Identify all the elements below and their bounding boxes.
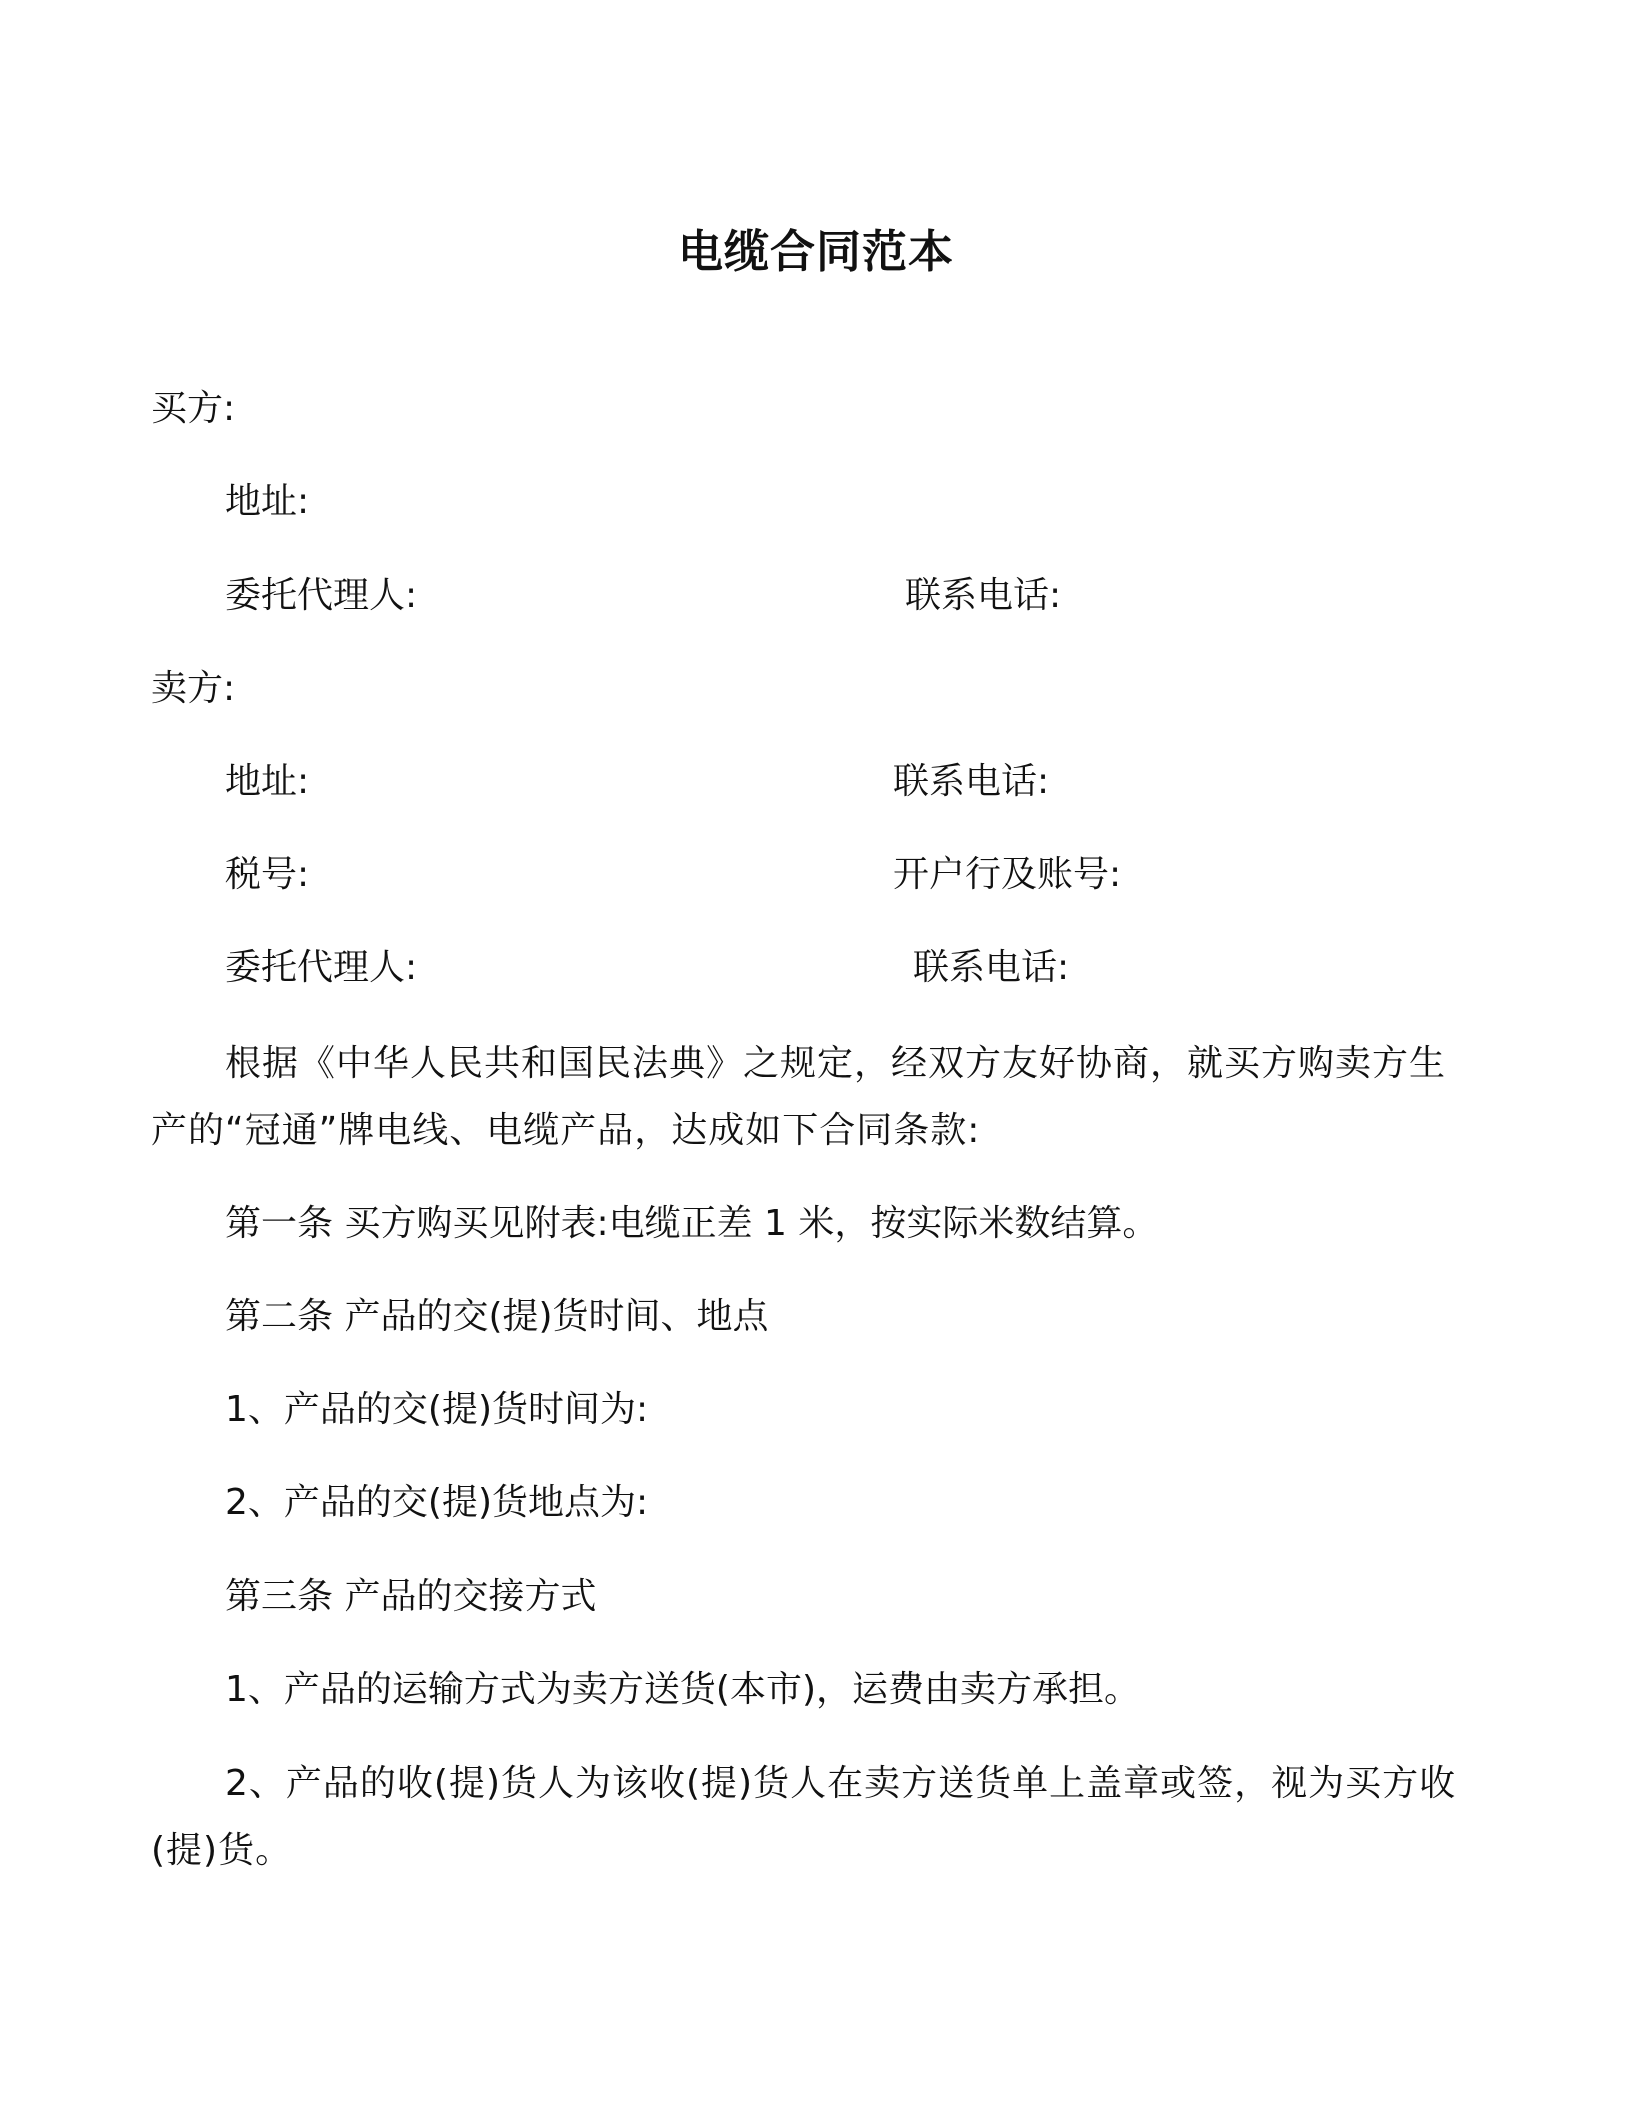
article-1: 第一条 买方购买见附表:电缆正差 1 米，按实际米数结算。 bbox=[225, 1203, 1159, 1244]
seller-agent: 委托代理人: bbox=[225, 947, 418, 988]
article-2-heading: 第二条 产品的交(提)货时间、地点 bbox=[225, 1296, 769, 1337]
intro-paragraph: 根据《中华人民共和国民法典》之规定，经双方友好协商，就买方购卖方生产的“冠通”牌电线、电缆产品，达成如下合同条款: bbox=[151, 1043, 1447, 1151]
seller-agent-phone: 联系电话: bbox=[913, 947, 1070, 988]
document-title: 电缆合同范本 bbox=[677, 225, 954, 278]
article-2-item-2: 2、产品的交(提)货地点为: bbox=[225, 1482, 649, 1523]
buyer-label: 买方: bbox=[151, 388, 236, 429]
buyer-agent: 委托代理人: bbox=[225, 575, 418, 616]
seller-address: 地址: bbox=[225, 761, 310, 802]
seller-bank-account: 开户行及账号: bbox=[893, 854, 1122, 895]
seller-phone: 联系电话: bbox=[893, 761, 1050, 802]
article-2-item-1: 1、产品的交(提)货时间为: bbox=[225, 1389, 649, 1430]
article-3-item-2: 2、产品的收(提)货人为该收(提)货人在卖方送货单上盖章或签，视为买方收(提)货。 bbox=[151, 1763, 1457, 1871]
seller-label: 卖方: bbox=[151, 668, 236, 709]
article-3-heading: 第三条 产品的交接方式 bbox=[225, 1576, 597, 1617]
buyer-address: 地址: bbox=[225, 481, 310, 522]
seller-tax-number: 税号: bbox=[225, 854, 310, 895]
buyer-phone: 联系电话: bbox=[905, 575, 1062, 616]
article-3-item-1: 1、产品的运输方式为卖方送货(本市)，运费由卖方承担。 bbox=[225, 1669, 1140, 1710]
